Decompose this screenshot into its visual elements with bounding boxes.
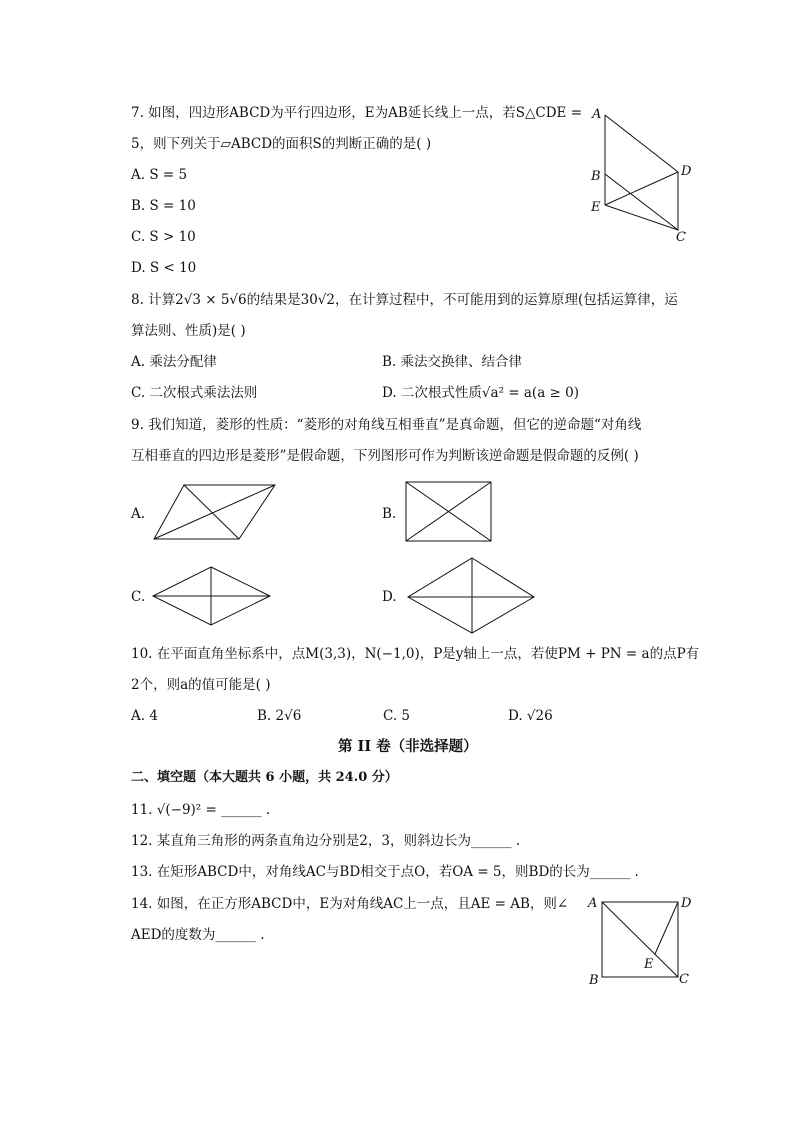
q9-option-d-kite xyxy=(404,555,539,637)
q12-text: 12. 某直角三角形的两条直角边分别是2，3，则斜边长为______ . xyxy=(131,833,521,849)
q9-option-b-label: B. xyxy=(382,506,397,522)
q7-label-c: C xyxy=(676,230,686,245)
q14-label-b: B xyxy=(589,973,599,988)
q13-text: 13. 在矩形ABCD中，对角线AC与BD相交于点O，若OA = 5，则BD的长为______ . xyxy=(131,864,639,880)
q7-label-e: E xyxy=(591,200,601,215)
q7-text-line2: 5，则下列关于▱ABCD的面积S的判断正确的是( ) xyxy=(131,136,432,152)
q9-option-c-rhombus xyxy=(150,564,275,628)
q14-text-line2: AED的度数为______ . xyxy=(131,927,265,943)
q9-option-a-parallelogram xyxy=(150,482,280,542)
q9-option-c-label: C. xyxy=(131,589,146,605)
q7-parallelogram-figure xyxy=(585,105,695,245)
q9-option-a-label: A. xyxy=(131,506,146,522)
q7-label-b: B xyxy=(591,169,601,184)
q11-text: 11. √(−9)² = ______ . xyxy=(131,802,271,818)
q10-option-d: D. √26 xyxy=(508,708,553,724)
q9-text-line1: 9. 我们知道，菱形的性质：“菱形的对角线互相垂直”是真命题，但它的逆命题“对角线 xyxy=(131,417,642,433)
q7-label-a: A xyxy=(592,107,602,122)
q14-label-c: C xyxy=(679,972,689,987)
q8-option-c: C. 二次根式乘法法则 xyxy=(131,385,258,401)
section2-title: 二、填空题（本大题共 6 小题，共 24.0 分） xyxy=(131,770,398,785)
q7-option-a: A. S = 5 xyxy=(131,167,188,183)
q8-option-a: A. 乘法分配律 xyxy=(131,354,217,370)
q7-label-d: D xyxy=(681,164,692,179)
q10-option-a: A. 4 xyxy=(131,708,158,724)
q7-option-c: C. S > 10 xyxy=(131,229,196,245)
q10-option-b: B. 2√6 xyxy=(257,708,302,724)
q8-text-line2: 算法则、性质)是( ) xyxy=(131,323,246,339)
q8-option-d: D. 二次根式性质√a² = a(a ≥ 0) xyxy=(382,385,579,401)
q14-label-a: A xyxy=(588,896,598,911)
q14-square-figure xyxy=(586,893,696,988)
part2-title: 第 II 卷（非选择题） xyxy=(338,738,478,755)
q10-text-line1: 10. 在平面直角坐标系中，点M(3,3)，N(−1,0)，P是y轴上一点，若使PM + PN = a的点P有 xyxy=(131,646,700,662)
q8-option-b: B. 乘法交换律、结合律 xyxy=(382,354,523,370)
q9-option-b-rectangle xyxy=(404,480,494,544)
q9-option-d-label: D. xyxy=(382,589,397,605)
q10-text-line2: 2个，则a的值可能是( ) xyxy=(131,677,271,693)
q7-option-b: B. S = 10 xyxy=(131,198,196,214)
q7-text-line1: 7. 如图，四边形ABCD为平行四边形，E为AB延长线上一点，若S△CDE = xyxy=(131,105,583,121)
q14-label-e: E xyxy=(644,957,654,972)
q14-text-line1: 14. 如图，在正方形ABCD中，E为对角线AC上一点，且AE = AB，则∠ xyxy=(131,896,569,912)
q8-text-line1: 8. 计算2√3 × 5√6的结果是30√2，在计算过程中，不可能用到的运算原理(包括运算律，运 xyxy=(131,292,678,308)
q10-option-c: C. 5 xyxy=(383,708,411,724)
q14-label-d: D xyxy=(681,896,692,911)
q9-text-line2: 互相垂直的四边形是菱形”是假命题，下列图形可作为判断该逆命题是假命题的反例( ) xyxy=(131,448,639,464)
q7-option-d: D. S < 10 xyxy=(131,260,197,276)
